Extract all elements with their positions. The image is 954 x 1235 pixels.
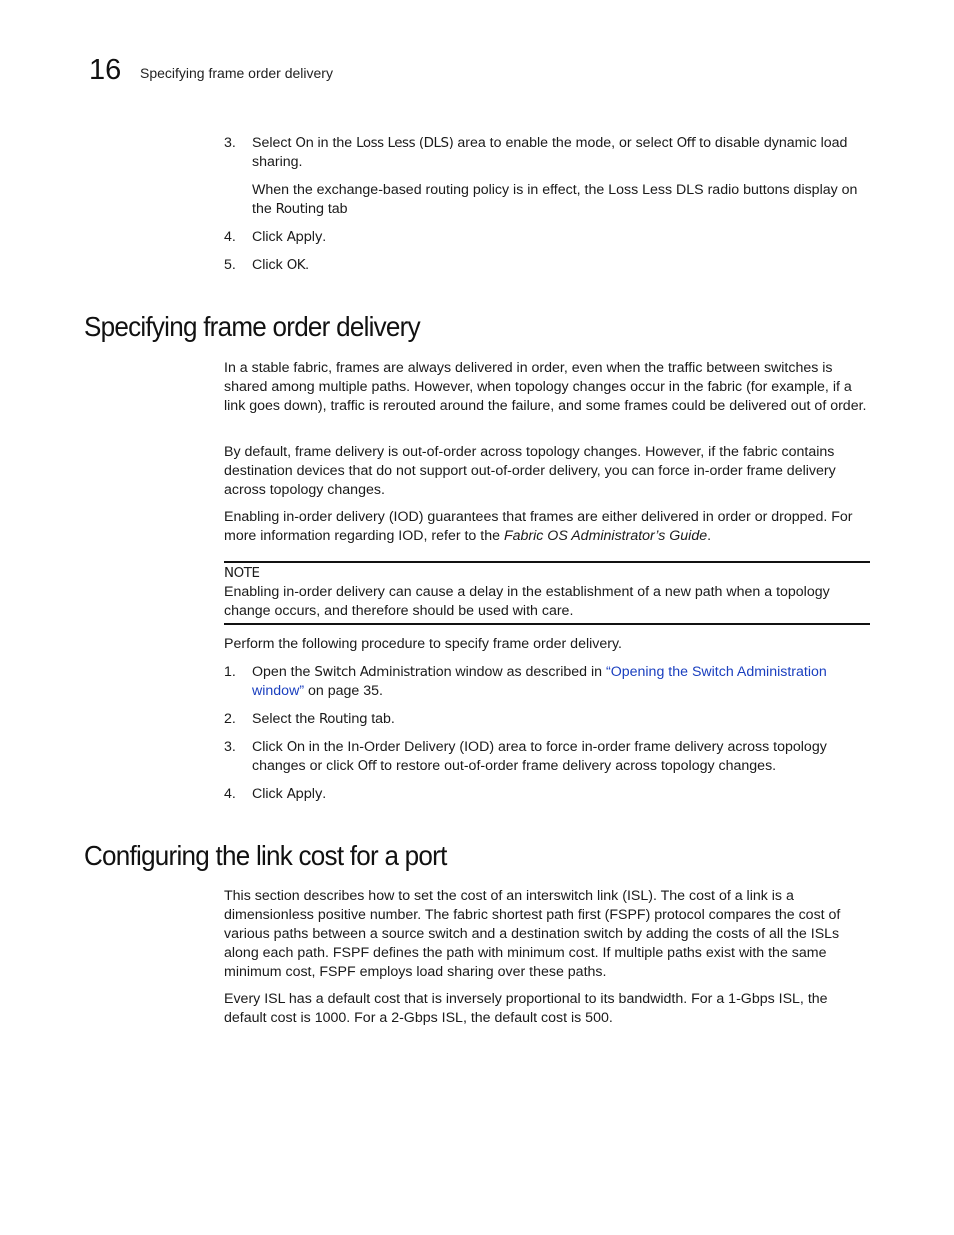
step-number: 1. [224, 664, 236, 680]
ui-term: Off [357, 759, 377, 774]
step-text: Click On in the In-Order Delivery (IOD) area to force in-order frame delivery across topology changes or click Off to restore out-of-order frame delivery across topology changes. [252, 739, 827, 774]
ui-term: Loss Less (DLS) [356, 136, 454, 151]
paragraph: By default, frame delivery is out-of-order across topology changes. However, if the fabric contains destination devices that do not support out-of-order delivery, you can force in-order frame delivery across topology changes. [224, 444, 836, 498]
section-heading: Specifying frame order delivery [84, 311, 420, 342]
ui-term: On [295, 136, 314, 151]
cross-reference-link[interactable]: “Opening the Switch Administration window” [252, 664, 827, 699]
chapter-number: 16 [89, 54, 122, 86]
step-text: Click Apply. [252, 786, 327, 802]
step-subtext: When the exchange-based routing policy is in effect, the Loss Less DLS radio buttons display on the Routing tab [252, 182, 858, 217]
list-item [224, 134, 872, 219]
step-text: Select the Routing tab. [252, 711, 395, 727]
ui-term: Switch Administration [314, 665, 452, 680]
list-item [224, 228, 872, 247]
paragraph: Every ISL has a default cost that is inversely proportional to its bandwidth. For a 1-Gbps ISL, the default cost is 1000. For a 2-Gbps ISL, the default cost is 500. [224, 991, 828, 1026]
step-number: 3. [224, 739, 236, 755]
book-title: Fabric OS Administrator’s Guide [503, 528, 708, 544]
step-number: 4. [224, 229, 236, 245]
section-heading: Configuring the link cost for a port [84, 840, 447, 871]
paragraph: Enabling in-order delivery (IOD) guarantees that frames are either delivered in order or dropped. For more information regarding IOD, refer to the Fabric OS Administrator’s Guide. [224, 509, 853, 544]
note-top-rule [224, 561, 870, 563]
step-number: 2. [224, 711, 236, 727]
step-number: 3. [224, 135, 236, 151]
list-item [224, 663, 872, 701]
step-text: Select On in the Loss Less (DLS) area to enable the mode, or select Off to disable dynamic load sharing. [252, 135, 848, 170]
ui-term: Apply [286, 787, 323, 802]
list-item [224, 710, 872, 729]
note-text: Enabling in-order delivery can cause a delay in the establishment of a new path when a topology change occurs, and therefore should be used with care. [224, 584, 830, 619]
running-header-title: Specifying frame order delivery [140, 65, 333, 81]
paragraph: In a stable fabric, frames are always delivered in order, even when the traffic between switches is shared among multiple paths. However, when topology changes occur in the fabric (for example, if a link goes down), traffic is rerouted around the failure, and some frames could be delivered out of order. [224, 360, 867, 414]
paragraph: This section describes how to set the cost of an interswitch link (ISL). The cost of a link is a dimensionless positive number. The fabric shortest path first (FSPF) protocol compares the cost of various paths between a source switch and a destination switch by adding the costs of all the ISLs along each path. FSPF defines the path with minimum cost. If multiple paths exist with the same minimum cost, FSPF employs load sharing over these paths. [224, 888, 841, 980]
step-number: 5. [224, 257, 236, 273]
ui-term: On [286, 740, 305, 755]
ui-term: Routing [319, 712, 368, 727]
ui-term: Routing [275, 202, 324, 217]
ui-term: OK [286, 258, 306, 273]
paragraph: Perform the following procedure to specify frame order delivery. [224, 636, 622, 652]
note-bottom-rule [224, 623, 870, 625]
ui-term: Off [676, 136, 696, 151]
step-text: Open the Switch Administration window as described in “Opening the Switch Administration window” on page 35. [252, 664, 827, 699]
list-item [224, 256, 872, 275]
step-number: 4. [224, 786, 236, 802]
list-item [224, 785, 872, 804]
step-text: Click Apply. [252, 229, 327, 245]
list-item [224, 738, 872, 776]
ui-term: Apply [286, 230, 323, 245]
note-box [224, 564, 872, 621]
note-label: NOTE [224, 566, 260, 581]
step-text: Click OK. [252, 257, 310, 273]
